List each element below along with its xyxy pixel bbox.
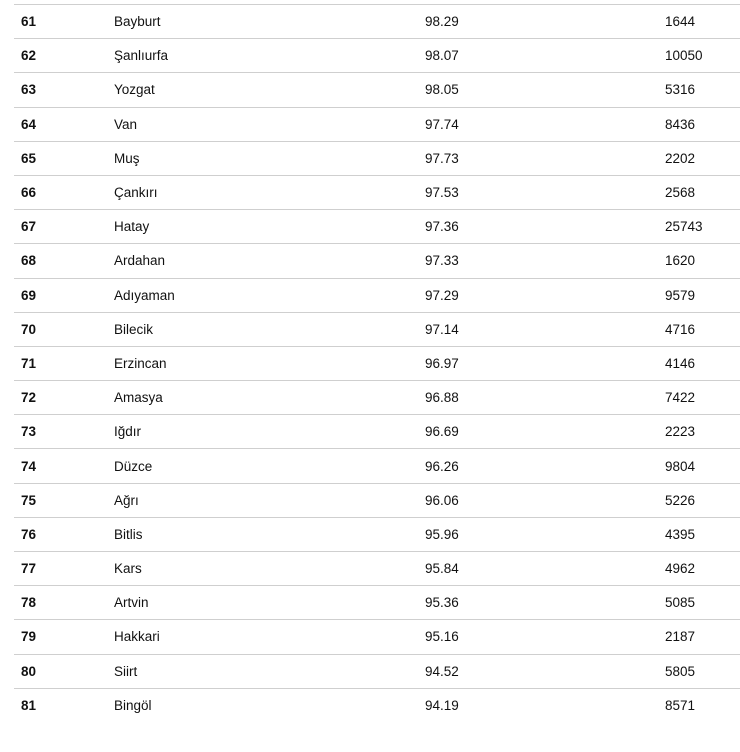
- rank-cell: 76: [21, 526, 37, 542]
- score-cell: 98.05: [425, 82, 459, 98]
- table-row: [14, 73, 740, 107]
- count-cell: 4146: [665, 355, 696, 371]
- city-cell: Hatay: [114, 219, 150, 235]
- city-cell: Siirt: [114, 663, 138, 679]
- score-cell: 97.14: [425, 321, 459, 337]
- score-cell: 95.36: [425, 595, 459, 611]
- rank-cell: 64: [21, 116, 37, 132]
- city-cell: Şanlıurfa: [114, 48, 169, 64]
- table-row: [14, 176, 740, 210]
- rank-cell: 69: [21, 287, 37, 303]
- score-cell: 98.07: [425, 48, 459, 64]
- city-cell: Bilecik: [114, 321, 154, 337]
- score-cell: 97.36: [425, 219, 459, 235]
- rank-cell: 79: [21, 629, 37, 645]
- score-cell: 97.53: [425, 185, 459, 201]
- rank-cell: 77: [21, 561, 37, 577]
- count-cell: 4716: [665, 321, 696, 337]
- rank-cell: 61: [21, 14, 37, 30]
- rank-cell: 63: [21, 82, 37, 98]
- table-row: [14, 210, 740, 244]
- table-row: [14, 313, 740, 347]
- score-cell: 96.97: [425, 355, 459, 371]
- count-cell: 9579: [665, 287, 696, 303]
- rank-cell: 68: [21, 253, 37, 269]
- table-row: [14, 5, 740, 39]
- table-row: [14, 347, 740, 381]
- table-row: [14, 689, 740, 723]
- count-cell: 2202: [665, 150, 696, 166]
- city-cell: Yozgat: [114, 82, 155, 98]
- count-cell: 8571: [665, 698, 696, 714]
- score-cell: 96.88: [425, 390, 459, 406]
- score-cell: 95.84: [425, 561, 459, 577]
- city-cell: Ardahan: [114, 253, 166, 269]
- score-cell: 94.19: [425, 698, 459, 714]
- count-cell: 8436: [665, 116, 696, 132]
- table-row: [14, 381, 740, 415]
- rank-cell: 71: [21, 355, 37, 371]
- table-row: [14, 142, 740, 176]
- count-cell: 25743: [665, 219, 703, 235]
- count-cell: 10050: [665, 48, 703, 64]
- table-row: [14, 586, 740, 620]
- city-cell: Bayburt: [114, 14, 161, 30]
- score-cell: 98.29: [425, 14, 459, 30]
- city-cell: Bingöl: [114, 698, 152, 714]
- city-cell: Bitlis: [114, 526, 143, 542]
- score-cell: 96.26: [425, 458, 459, 474]
- count-cell: 7422: [665, 390, 696, 406]
- rank-cell: 81: [21, 698, 37, 714]
- count-cell: 5805: [665, 663, 696, 679]
- rank-cell: 65: [21, 150, 37, 166]
- rank-cell: 66: [21, 185, 37, 201]
- score-cell: 95.96: [425, 526, 459, 542]
- rank-cell: 78: [21, 595, 37, 611]
- city-cell: Çankırı: [114, 185, 158, 201]
- city-cell: Amasya: [114, 390, 163, 406]
- score-cell: 97.29: [425, 287, 459, 303]
- table-row: [14, 279, 740, 313]
- rank-cell: 67: [21, 219, 37, 235]
- score-cell: 96.06: [425, 492, 459, 508]
- count-cell: 1620: [665, 253, 696, 269]
- count-cell: 2187: [665, 629, 696, 645]
- table-row: [14, 39, 740, 73]
- rank-cell: 74: [21, 458, 37, 474]
- rank-cell: 62: [21, 48, 37, 64]
- count-cell: 4395: [665, 526, 696, 542]
- rank-cell: 70: [21, 321, 37, 337]
- rank-cell: 75: [21, 492, 37, 508]
- score-cell: 96.69: [425, 424, 459, 440]
- city-cell: Van: [114, 116, 138, 132]
- score-cell: 94.52: [425, 663, 459, 679]
- city-cell: Hakkari: [114, 629, 160, 645]
- city-cell: Adıyaman: [114, 287, 175, 303]
- table-row: [14, 415, 740, 449]
- city-cell: Erzincan: [114, 355, 167, 371]
- table-row: [14, 620, 740, 654]
- city-cell: Iğdır: [114, 424, 142, 440]
- count-cell: 2223: [665, 424, 696, 440]
- table-row: [14, 484, 740, 518]
- count-cell: 2568: [665, 185, 696, 201]
- table-row: [14, 655, 740, 689]
- rank-cell: 72: [21, 390, 37, 406]
- city-cell: Artvin: [114, 595, 149, 611]
- city-cell: Düzce: [114, 458, 153, 474]
- table-row: [14, 244, 740, 278]
- score-cell: 95.16: [425, 629, 459, 645]
- table-row: [14, 518, 740, 552]
- rank-cell: 80: [21, 663, 37, 679]
- score-cell: 97.73: [425, 150, 459, 166]
- count-cell: 5316: [665, 82, 696, 98]
- table-row: [14, 449, 740, 483]
- table-row: [14, 552, 740, 586]
- count-cell: 5085: [665, 595, 696, 611]
- count-cell: 4962: [665, 561, 696, 577]
- score-cell: 97.74: [425, 116, 459, 132]
- city-cell: Ağrı: [114, 492, 139, 508]
- city-cell: Kars: [114, 561, 142, 577]
- rank-cell: 73: [21, 424, 37, 440]
- score-cell: 97.33: [425, 253, 459, 269]
- city-cell: Muş: [114, 150, 140, 166]
- table-row: [14, 108, 740, 142]
- count-cell: 1644: [665, 14, 696, 30]
- count-cell: 5226: [665, 492, 696, 508]
- count-cell: 9804: [665, 458, 696, 474]
- ranking-table: [14, 4, 740, 723]
